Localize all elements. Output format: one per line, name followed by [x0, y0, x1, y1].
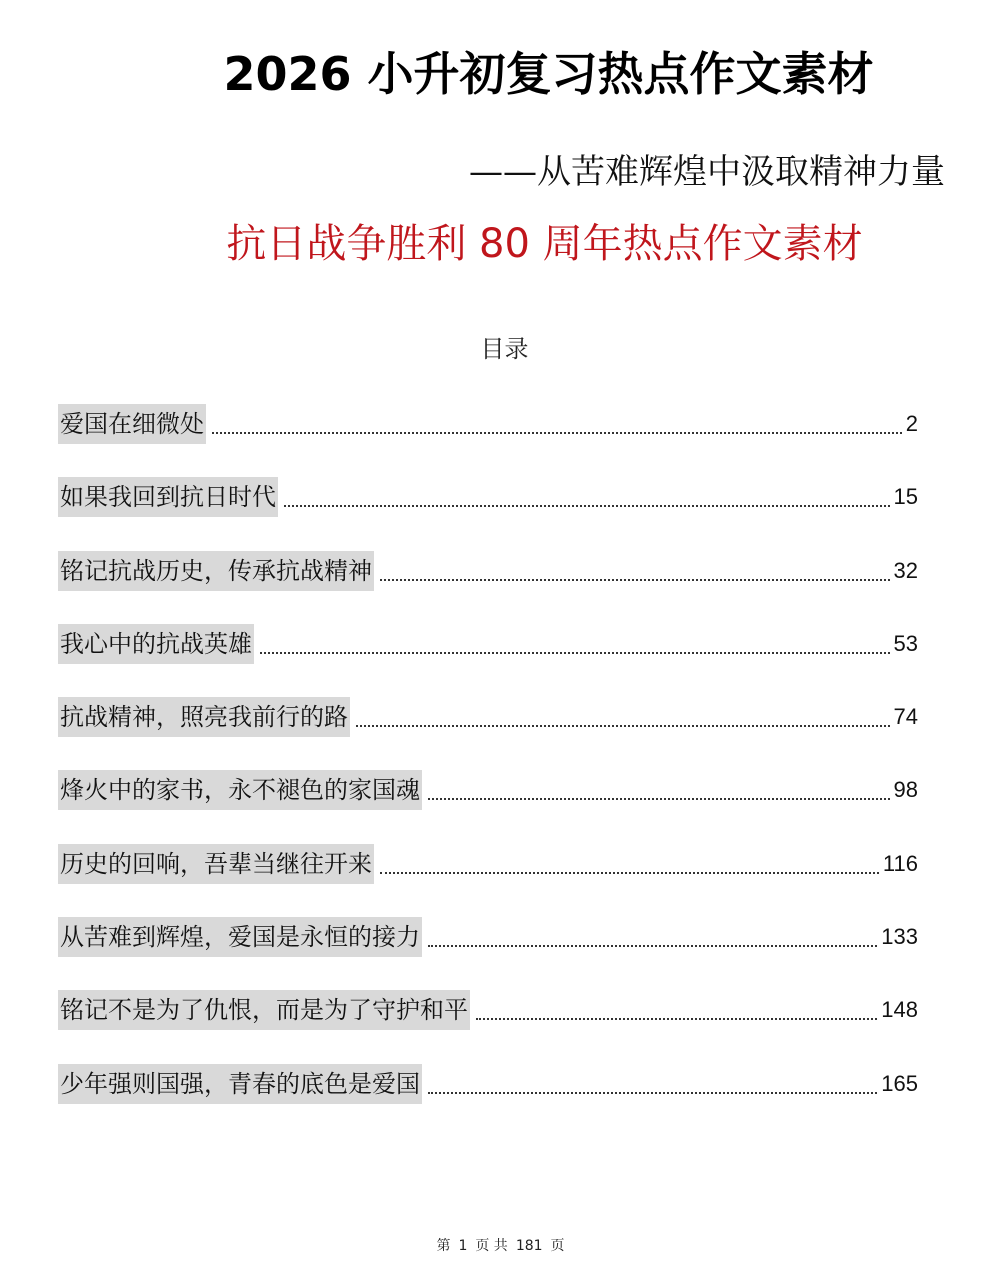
toc-leader-dots: [428, 944, 877, 947]
toc-leader-dots: [380, 871, 879, 874]
toc-entry-page: 148: [881, 997, 918, 1023]
toc-heading: 目录: [480, 335, 529, 363]
toc-leader-dots: [260, 651, 890, 654]
toc-entry-title: 烽火中的家书，永不褪色的家国魂: [58, 770, 422, 810]
footer-mid: 页 共: [475, 1238, 508, 1254]
toc-entry-title: 从苦难到辉煌，爱国是永恒的接力: [58, 917, 422, 957]
toc-entry-page: 74: [893, 704, 918, 730]
footer-total-pages: 181: [515, 1238, 543, 1254]
toc-entry[interactable]: [58, 810, 918, 883]
toc-entry-page: 165: [881, 1070, 918, 1096]
toc-entry-page: 98: [893, 777, 918, 803]
toc-entry-page: 133: [881, 924, 918, 950]
toc-entry-title: 抗战精神，照亮我前行的路: [58, 697, 350, 737]
toc-entry[interactable]: [58, 884, 918, 957]
toc-entry-title: 如果我回到抗日时代: [58, 477, 278, 517]
toc-entry-title: 铭记抗战历史，传承抗战精神: [58, 551, 374, 591]
toc-entry-page: 53: [893, 630, 918, 656]
toc-leader-dots: [428, 1091, 877, 1094]
toc-entry-page: 32: [893, 557, 918, 583]
toc-leader-dots: [212, 431, 902, 434]
toc-entry-page: 2: [905, 411, 918, 436]
toc-entry-page: 15: [893, 484, 918, 510]
toc-leader-dots: [428, 797, 890, 800]
toc-leader-dots: [356, 724, 890, 727]
toc-entry[interactable]: [58, 664, 918, 737]
topic-title: 抗日战争胜利 80 周年热点作文素材: [226, 221, 863, 267]
subtitle: ——从苦难辉煌中汲取精神力量: [469, 152, 945, 192]
toc-leader-dots: [380, 578, 890, 581]
toc-entry[interactable]: [58, 737, 918, 810]
main-title: 2026 小升初复习热点作文素材: [223, 47, 874, 101]
page-footer: [0, 1236, 1001, 1256]
toc-entry-page: 116: [882, 850, 918, 876]
toc-leader-dots: [284, 504, 890, 507]
footer-suffix: 页: [550, 1238, 565, 1254]
toc-entry-title: 历史的回响，吾辈当继往开来: [58, 844, 374, 884]
footer-prefix: 第: [436, 1238, 451, 1254]
toc-entry[interactable]: [58, 444, 918, 517]
toc-entry[interactable]: [58, 1030, 918, 1103]
toc-entry-title: 少年强则国强，青春的底色是爱国: [58, 1064, 422, 1104]
toc-entry-title: 爱国在细微处: [58, 404, 206, 444]
footer-current-page: 1: [458, 1238, 468, 1254]
toc-entry[interactable]: [58, 398, 918, 444]
toc-leader-dots: [476, 1017, 877, 1020]
toc-entry-title: 铭记不是为了仇恨，而是为了守护和平: [58, 990, 470, 1030]
toc-entry[interactable]: [58, 517, 918, 590]
toc-entry[interactable]: [58, 957, 918, 1030]
table-of-contents: [58, 398, 918, 1104]
toc-entry-title: 我心中的抗战英雄: [58, 624, 254, 664]
toc-entry[interactable]: [58, 591, 918, 664]
